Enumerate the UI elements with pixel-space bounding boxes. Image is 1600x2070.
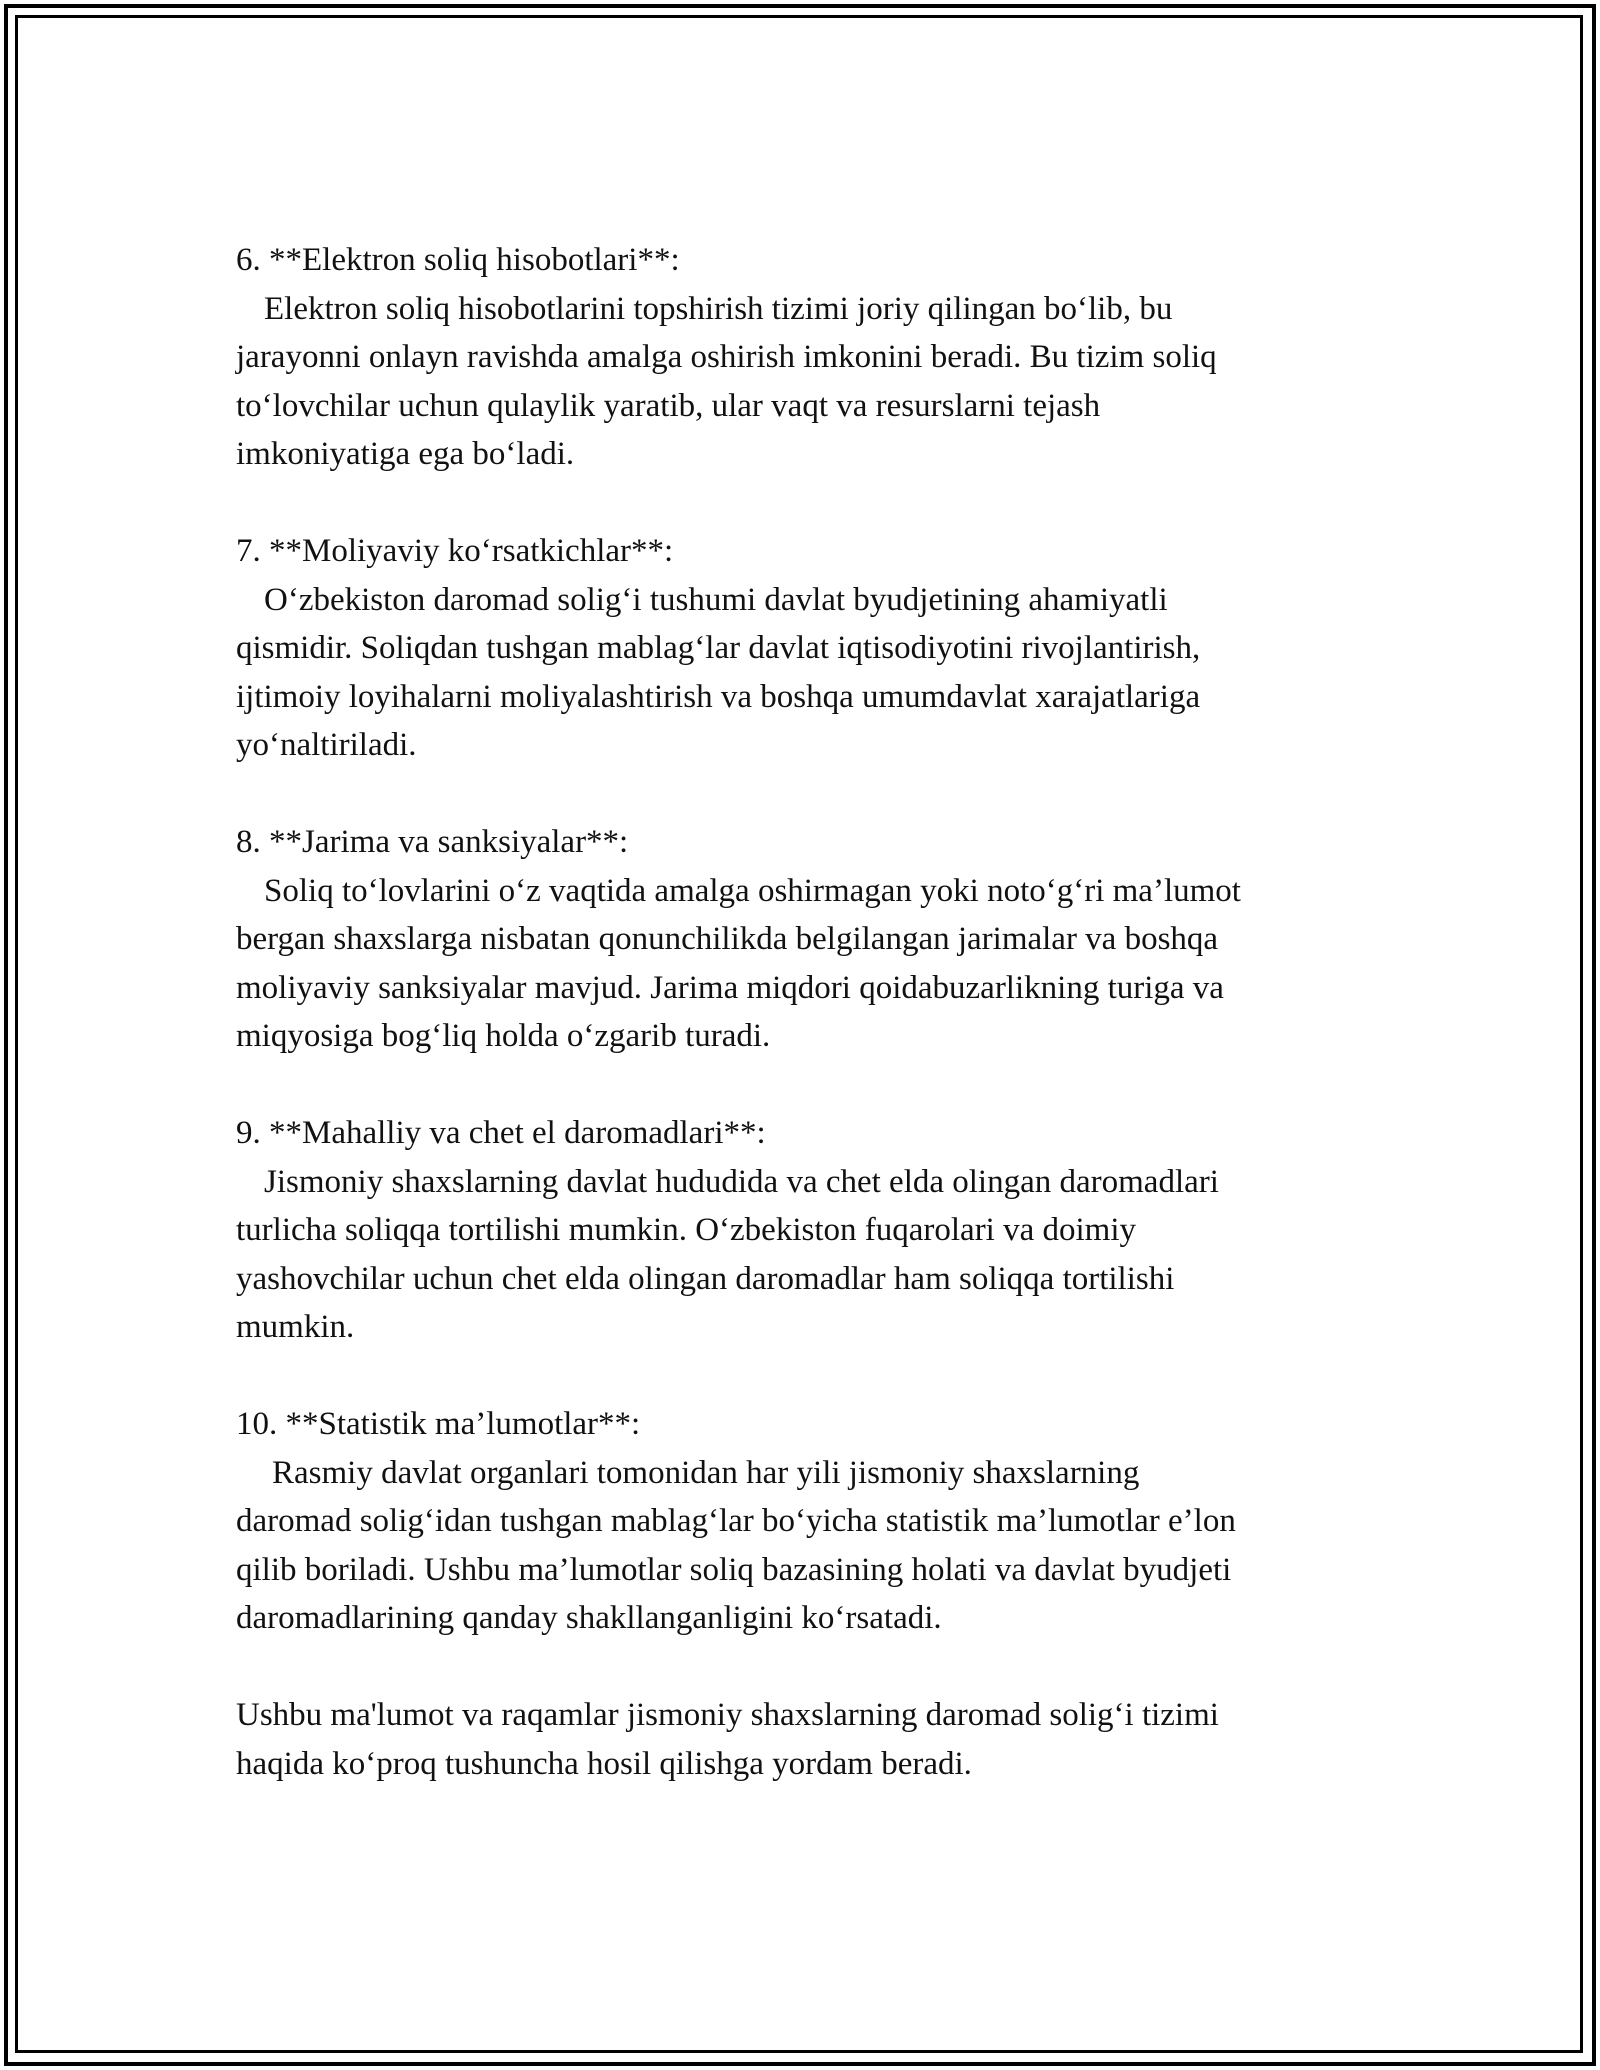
paragraph-line: jarayonni onlayn ravishda amalga oshirish imkonini beradi. Bu tizim soliq bbox=[236, 339, 1217, 375]
paragraph-line: Jismoniy shaxslarning davlat hududida va chet elda olingan daromadlari bbox=[264, 1163, 1219, 1200]
paragraph-line: yashovchilar uchun chet elda olingan daromadlar ham soliqqa tortilishi bbox=[236, 1260, 1175, 1297]
section-heading: 8. **Jarima va sanksiyalar**: bbox=[236, 824, 629, 860]
section-electronic-tax-reports bbox=[236, 236, 1376, 479]
section-fines-and-sanctions bbox=[236, 818, 1376, 1061]
paragraph-line: Rasmiy davlat organlari tomonidan har yili jismoniy shaxslarning bbox=[272, 1454, 1140, 1491]
paragraph-line: ijtimoiy loyihalarni moliyalashtirish va boshqa umumdavlat xarajatlariga bbox=[236, 678, 1201, 715]
section-local-and-foreign-income bbox=[236, 1109, 1376, 1352]
paragraph-line: daromadlarining qanday shakllanganligini ko‘rsatadi. bbox=[236, 1600, 942, 1636]
section-heading: 6. **Elektron soliq hisobotlari**: bbox=[236, 242, 680, 278]
paragraph-line: bergan shaxslarga nisbatan qonunchilikda belgilangan jarimalar va boshqa bbox=[236, 921, 1219, 957]
closing-paragraph bbox=[236, 1691, 1376, 1788]
paragraph-line: haqida ko‘proq tushuncha hosil qilishga yordam beradi. bbox=[236, 1745, 972, 1782]
document-body bbox=[236, 236, 1376, 1788]
paragraph-line: Elektron soliq hisobotlarini topshirish tizimi joriy qilingan bo‘lib, bu bbox=[264, 290, 1173, 327]
paragraph-line: turlicha soliqqa tortilishi mumkin. O‘zbekiston fuqarolari va doimiy bbox=[236, 1212, 1137, 1248]
paragraph-line: moliyaviy sanksiyalar mavjud. Jarima miqdori qoidabuzarlikning turiga va bbox=[236, 969, 1224, 1006]
section-heading: 7. **Moliyaviy ko‘rsatkichlar**: bbox=[236, 533, 674, 569]
paragraph-line: Ushbu ma'lumot va raqamlar jismoniy shaxslarning daromad solig‘i tizimi bbox=[236, 1697, 1219, 1733]
paragraph-line: Soliq to‘lovlarini o‘z vaqtida amalga oshirmagan yoki noto‘g‘ri ma’lumot bbox=[264, 872, 1241, 909]
paragraph-line: imkoniyatiga ega bo‘ladi. bbox=[236, 436, 575, 472]
paragraph-line: miqyosiga bog‘liq holda o‘zgarib turadi. bbox=[236, 1018, 771, 1054]
section-paragraph bbox=[236, 576, 1376, 770]
paragraph-line: qismidir. Soliqdan tushgan mablag‘lar davlat iqtisodiyotini rivojlantirish, bbox=[236, 630, 1201, 666]
paragraph-line: O‘zbekiston daromad solig‘i tushumi davlat byudjetining ahamiyatli bbox=[264, 581, 1168, 618]
section-paragraph bbox=[236, 867, 1376, 1061]
section-paragraph bbox=[236, 1158, 1376, 1352]
section-paragraph bbox=[236, 285, 1376, 479]
section-statistical-data bbox=[236, 1400, 1376, 1643]
section-heading: 10. **Statistik ma’lumotlar**: bbox=[236, 1406, 641, 1442]
paragraph-line: to‘lovchilar uchun qulaylik yaratib, ular vaqt va resurslarni tejash bbox=[236, 387, 1101, 424]
paragraph-line: yo‘naltiriladi. bbox=[236, 727, 417, 763]
section-heading: 9. **Mahalliy va chet el daromadlari**: bbox=[236, 1115, 766, 1151]
section-paragraph bbox=[236, 1449, 1376, 1643]
section-financial-indicators bbox=[236, 527, 1376, 770]
paragraph-line: daromad solig‘idan tushgan mablag‘lar bo‘yicha statistik ma’lumotlar e’lon bbox=[236, 1503, 1236, 1539]
paragraph-line: mumkin. bbox=[236, 1309, 355, 1345]
paragraph-line: qilib boriladi. Ushbu ma’lumotlar soliq bazasining holati va davlat byudjeti bbox=[236, 1551, 1232, 1588]
